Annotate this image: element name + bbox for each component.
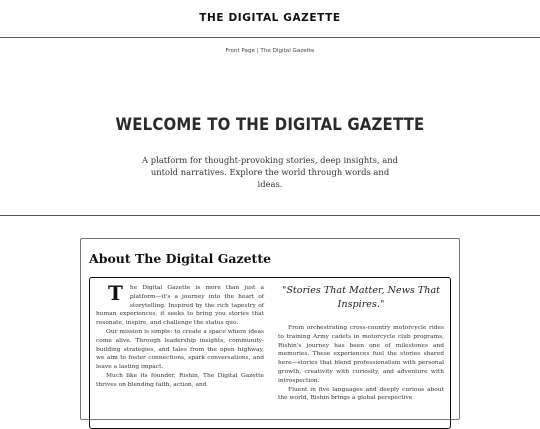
- masthead: [0, 0, 540, 38]
- about-paragraph-5: Fluent in five languages and deeply curious about the world, Rishin brings a global perspective: [278, 386, 444, 402]
- about-card: [80, 238, 460, 420]
- breadcrumb-current: The Digital Gazette: [260, 48, 315, 54]
- about-left-column: [96, 281, 264, 390]
- about-paragraph-2: Our mission is simple: to create a space where ideas come alive. Through leadership insights, community-building strategies, and tales from the open highway, we aim to foster connections, spark conversations, and leave a lasting impact.: [96, 328, 264, 371]
- about-right-column: [278, 284, 444, 403]
- hero-tagline: A platform for thought-provoking stories, deep insights, and untold narratives. Explore the world through words and ideas.: [142, 155, 398, 189]
- about-content-box: [89, 277, 451, 429]
- about-title: About The Digital Gazette: [89, 251, 272, 266]
- about-paragraph-3: Much like its founder, Rishin, The Digital Gazette thrives on blending faith, action, and: [96, 372, 264, 388]
- site-title[interactable]: THE DIGITAL GAZETTE: [199, 11, 341, 24]
- breadcrumb-separator: |: [254, 48, 261, 54]
- section-divider: [0, 215, 540, 216]
- drop-cap: T: [108, 281, 123, 305]
- breadcrumb-home-link[interactable]: Front Page: [225, 48, 255, 54]
- about-paragraph-1-text: he Digital Gazette is more than just a platform—it's a journey into the heart of storytelling. Inspired by the rich tapestry of human experiences, it seeks to bring you stories that resonate, inspire, and challenge the status quo.: [96, 285, 264, 327]
- about-paragraph-1: [96, 281, 264, 328]
- hero-title: WELCOME TO THE DIGITAL GAZETTE: [115, 115, 425, 135]
- pull-quote: "Stories That Matter, News That Inspires.": [281, 285, 441, 310]
- hero-section: [0, 115, 540, 190]
- breadcrumb: [0, 48, 540, 54]
- about-paragraph-4: From orchestrating cross-country motorcycle rides to training Army cadets in motorcycle club programs, Rishin's journey has been one of milestones and memories. These experiences fuel the stories shared here—stories that blend professionalism with personal growth, creativity with curiosity, and adventure with introspection.: [278, 325, 444, 384]
